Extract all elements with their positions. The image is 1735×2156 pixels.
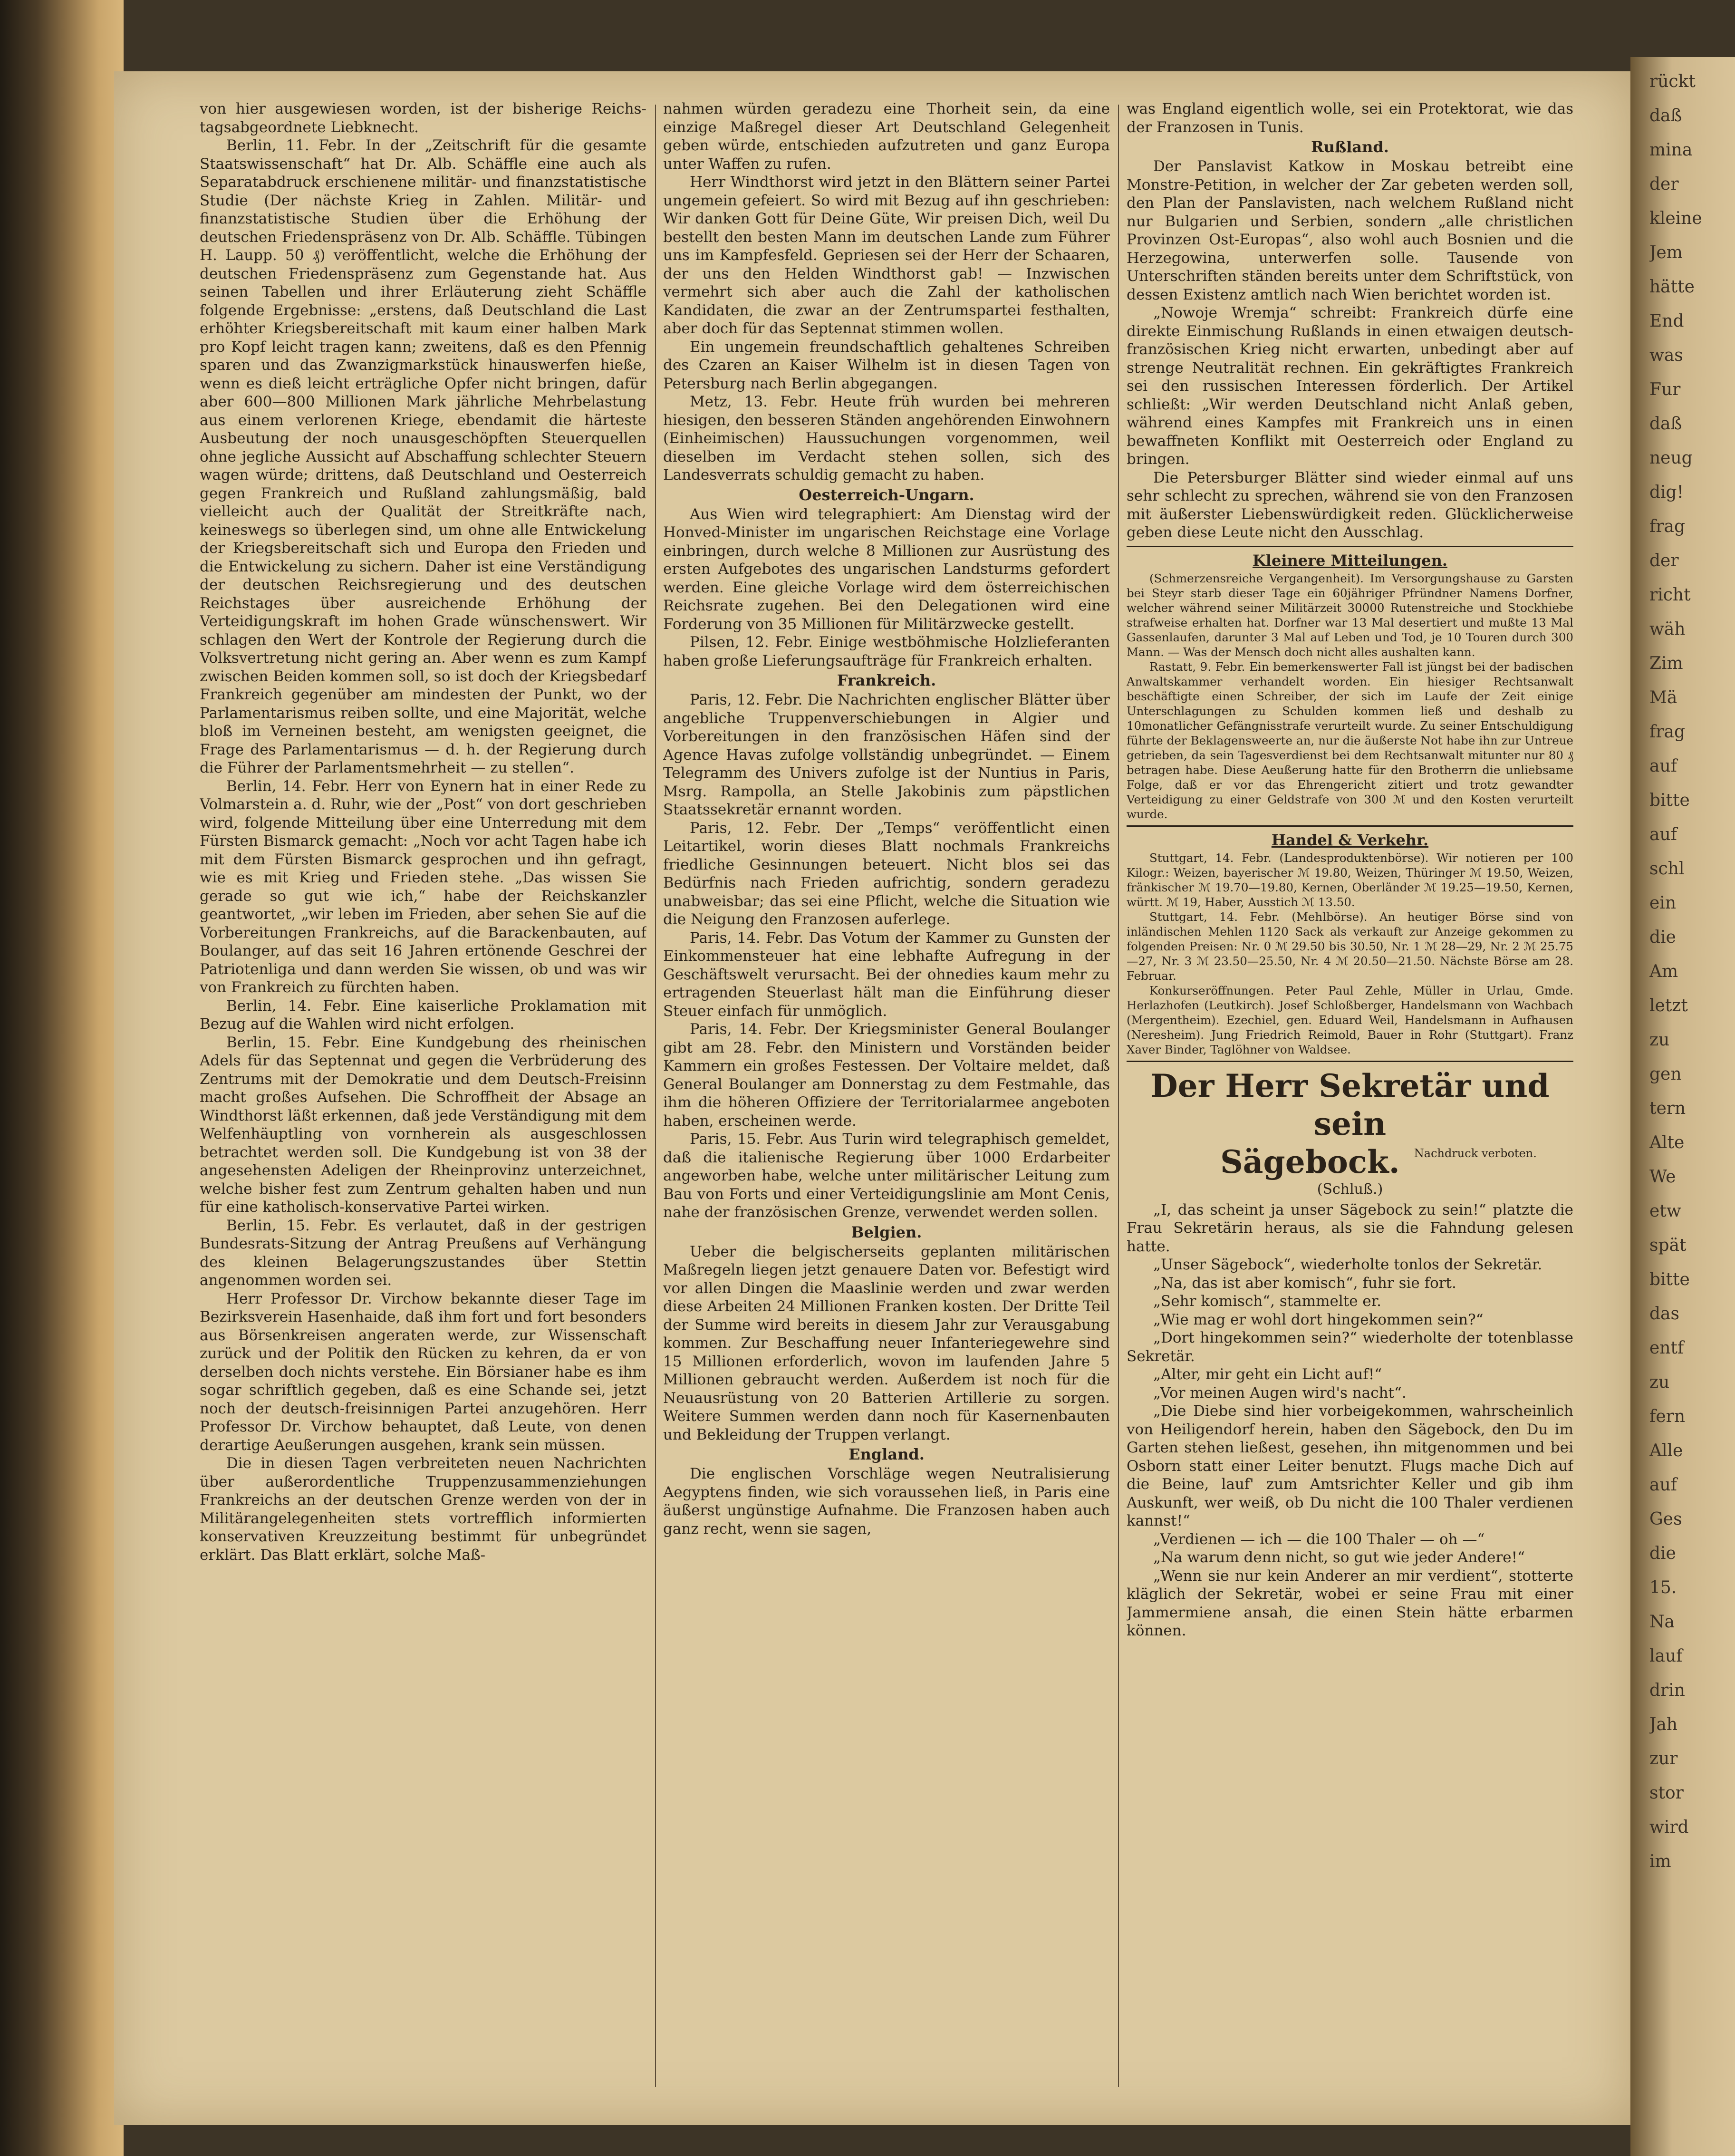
facing-page-word: fern — [1649, 1407, 1686, 1426]
facing-page-word: der — [1649, 174, 1679, 194]
article-paragraph: „Nowoje Wremja“ schreibt: Frankreich dürfe eine direkte Einmischung Rußlands in einen etwaigen deutsch-französischen Krieg nicht erwarten, unbedingt aber auf strenge Neutralität rechnen. Ein gekräftigtes Frankreich sei den russischen Interessen förderlich. Der Artikel schließt: „Wir werden Deutschland nicht Anlaß geben, während eines Kampfes mit Frankreich uns in einen bewaffneten Konflikt mit Oesterreich oder England zu bringen. — [1127, 304, 1573, 468]
story-title-line-2: Sägebock. — [1220, 1143, 1400, 1180]
story-paragraph: „Vor meinen Augen wird's nacht“. — [1153, 1384, 1407, 1402]
facing-page-word: Fur — [1649, 380, 1681, 399]
article-paragraph: Die Petersburger Blätter sind wieder einmal auf uns sehr schlecht zu sprechen, während sie von den Franzosen mit äußerster Liebenswürdigkeit reden. Glücklicherweise geben diese Leute nicht den Ausschlag. — [1127, 469, 1573, 541]
facing-page-word: frag — [1649, 722, 1686, 742]
story-paragraph: „Verdienen — ich — die 100 Thaler — oh —“ — [1153, 1530, 1485, 1548]
facing-page-word: rückt — [1649, 72, 1696, 91]
section-divider — [1127, 825, 1573, 827]
book-binding — [0, 0, 124, 2156]
facing-page-word: letzt — [1649, 996, 1688, 1015]
article-paragraph: Berlin, 11. Febr. In der „Zeitschrift für die gesamte Staatswissenschaft“ hat Dr. Alb. Schäffle eine auch als Separatabdruck erschienene militär- und finanzstatistische Studie (Der nächste Krieg in Zahlen. Militär- und finanzstatistische Studien über die Erhöhung der deutschen Friedenspräsenz von Dr. Alb. Schäffle. Tübingen H. Laupp. 50 ₰) veröffentlicht, welche die Erhöhung der deutschen Friedenspräsenz zum Gegenstande hat. Aus seinen Tabellen und ihrer Erläuterung zieht Schäffle folgende Ergebnisse: „erstens, daß Deutschland die Last erhöhter Kriegsbereitschaft mit kaum einer halben Mark pro Kopf leicht tragen kann; zweitens, daß es den Pfennig sparen und das Zwanzigmarkstück hinauswerfen hieße, wenn es dieß leicht erträgliche Opfer nicht bringen, dafür aber 600—800 Millionen Mark jährliche Mehrbelastung aus einem verlorenen Kriege, ebendamit die härteste Ausbeutung der noch unausgeschöpften Steuerquellen ohne jegliche Aussicht auf Abschaffung schlechter Steuern wagen würde; drittens, daß Deutschland und Oesterreich gegen Frankreich und Rußland zahlungsmäßig, bald vielleicht auch der Qualität der Streitkräfte nach, keineswegs so überlegen sind, um ohne alle Entwickelung der Kriegsbereitschaft sich und Europa den Frieden und die Entwickelung zu sichern. Daher ist eine Verständigung der deutschen Reichsregierung und des deutschen Reichstages über ausreichende Erhöhung der Verteidigungskraft im hohen Grade wünschenswert. Wir schlagen den Wert der Kontrole der Regierung durch die Volksvertretung nicht gering an. Aber wenn es zum Kampf zwischen Beiden kommen soll, so ist doch der Kriegsbedarf Frankreich gegenüber am mindesten der Punkt, wo der Parlamentarismus reiben sollte, und eine Majorität, welche bloß im Verneinen besteht, am wenigsten geeignet, die Frage des Parlamentarismus — d. h. der Regierung durch die Führer der Parlamentsmehrheit — zu stellen“. — [200, 137, 646, 776]
story-paragraph: „Na, das ist aber komisch“, fuhr sie fort. — [1153, 1274, 1456, 1292]
article-paragraph: Paris, 14. Febr. Das Votum der Kammer zu Gunsten der Einkommensteuer hat eine lebhafte Aufregung in der Geschäftswelt verursacht. Bei der ohnedies kaum mehr zu ertragenden Steuerlast hält man die Einführung dieser Steuer einfach für unmöglich. — [663, 929, 1110, 1020]
facing-page-word: wäh — [1649, 619, 1686, 639]
news-item: (Schmerzensreiche Vergangenheit). Im Versorgungshause zu Garsten bei Steyr starb dieser Tage ein 60jähriger Pfründner Namens Dorfner, welcher während seiner Militärzeit 30000 Rutenstreiche und Stockhiebe strafweise erhalten hat. Dorfner war 13 Mal desertiert und mußte 13 Mal Gassenlaufen, darunter 3 Mal auf Leben und Tod, je 10 Touren durch 300 Mann. — Was der Mensch doch nicht alles aushalten kann. — [1127, 571, 1573, 659]
facing-page-word: daß — [1649, 414, 1682, 434]
facing-page-word: entf — [1649, 1338, 1684, 1358]
article-paragraph: von hier ausgewiesen worden, ist der bisherige Reichs-tagsabgeordnete Liebknecht. — [200, 100, 646, 136]
facing-page-word: zur — [1649, 1749, 1678, 1769]
facing-page-word: das — [1649, 1304, 1679, 1324]
facing-page-word: bitte — [1649, 791, 1690, 810]
facing-page-word: die — [1649, 928, 1676, 947]
section-heading: Oesterreich-Ungarn. — [799, 485, 974, 504]
facing-page-word: Ges — [1649, 1509, 1682, 1529]
facing-page-word: Jem — [1649, 243, 1683, 262]
story-subtitle: (Schluß.) — [1317, 1180, 1383, 1198]
facing-page-word: ein — [1649, 893, 1677, 913]
facing-page-word: Zim — [1649, 654, 1683, 673]
column-1 — [200, 100, 646, 2087]
article-paragraph: Aus Wien wird telegraphiert: Am Dienstag wird der Honved-Minister im ungarischen Reichstage eine Vorlage einbringen, durch welche 8 Millionen zur Ausrüstung des ersten Aufgebotes des ungarischen Landsturms gefordert werden. Eine gleiche Vorlage wird dem österreichischen Reichsrate zugehen. Bei den Delegationen wird eine Forderung von 35 Millionen für Militärzwecke gestellt. — [663, 505, 1110, 633]
facing-page-word: drin — [1649, 1681, 1685, 1700]
article-paragraph: Paris, 12. Febr. Der „Temps“ veröffentlicht einen Leitartikel, worin dieses Blatt nochmals Frankreichs friedliche Gesinnungen beteuert. Nicht blos sei das Bedürfnis nach Frieden aufrichtig, sondern geradezu unabweisbar; das sei eine Pflicht, welche die Situation wie die Neigung den Franzosen auferlege. — [663, 819, 1110, 928]
market-report: Stuttgart, 14. Febr. (Mehlbörse). An heutiger Börse sind von inländischen Mehlen 1120 Sack als verkauft zur Anzeige gekommen zu folgenden Preisen: Nr. 0 ℳ 29.50 bis 30.50, Nr. 1 ℳ 28—29, Nr. 2 ℳ 25.75—27, Nr. 3 ℳ 23.50—25.50, Nr. 4 ℳ 20.50—21.50. Nächste Börse am 28. Februar. — [1127, 909, 1573, 983]
facing-page-word: Am — [1649, 962, 1678, 981]
facing-page-word: Alte — [1649, 1133, 1685, 1152]
facing-page-word: Na — [1649, 1612, 1675, 1632]
story-paragraph: „Wenn sie nur kein Anderer an mir verdient“, stotterte kläglich der Sekretär, wobei er seine Frau mit einer Jammermiene ansah, die einen Stein hätte erbarmen können. — [1127, 1567, 1573, 1639]
facing-page-word: der — [1649, 551, 1679, 570]
market-report: Stuttgart, 14. Febr. (Landesproduktenbörse). Wir notieren per 100 Kilogr.: Weizen, bayerischer ℳ 19.80, Weizen, Thüringer ℳ 19.50, Weizen, fränkischer ℳ 19.70—19.80, Kernen, Oberländer ℳ 19.25—19.50, Kernen, württ. ℳ 19, Haber, Ausstich ℳ 13.50. — [1127, 851, 1573, 909]
facing-page-word: mina — [1649, 140, 1693, 160]
column-3 — [1127, 100, 1573, 2087]
facing-page-word: 15. — [1649, 1578, 1677, 1597]
facing-page-word: neug — [1649, 448, 1693, 468]
article-paragraph: Paris, 15. Febr. Aus Turin wird telegraphisch gemeldet, daß die italienische Regierung über 1000 Erdarbeiter angeworben habe, welche unter militärischer Leitung zum Bau von Forts und einer Verteidigungslinie am Mont Cenis, nahe der französischen Grenze, verwendet werden sollen. — [663, 1131, 1110, 1221]
article-paragraph: Berlin, 15. Febr. Es verlautet, daß in der gestrigen Bundesrats-Sitzung der Antrag Preußens auf Verhängung des kleinen Belagerungszustandes über Stettin angenommen worden sei. — [200, 1217, 646, 1289]
reprint-notice: Nachdruck verboten. — [1414, 1146, 1537, 1160]
section-heading: Kleinere Mitteilungen. — [1253, 551, 1447, 570]
facing-page-word: zu — [1649, 1030, 1670, 1050]
story-paragraph: „Alter, mir geht ein Licht auf!“ — [1153, 1366, 1382, 1383]
facing-page-word: Jah — [1649, 1715, 1678, 1734]
facing-page-word: tern — [1649, 1099, 1686, 1118]
article-paragraph: Herr Windthorst wird jetzt in den Blättern seiner Partei ungemein gefeiert. So wird mit Bezug auf ihn geschrieben: Wir danken Gott für Deine Güte, Wir preisen Dich, weil Du bestellt den besten Mann im deutschen Lande zum Führer uns im Kampfesfeld. Gepriesen sei der Herr der Schaaren, der uns den Helden Windthorst gab! — Inzwischen vermehrt sich aber auch die Zahl der katholischen Kandidaten, die zwar an der Zentrumspartei festhalten, aber doch für das Septennat stimmen wollen. — [663, 174, 1110, 337]
article-paragraph: Berlin, 14. Febr. Herr von Eynern hat in einer Rede zu Volmarstein a. d. Ruhr, wie der „Post“ von dort geschrieben wird, folgende Mitteilung über eine Unterredung mit dem Fürsten Bismarck gemacht: „Noch vor acht Tagen habe ich mit dem Fürsten Bismarck gesprochen und ihn gefragt, wie es mit Krieg und Frieden stehe. „Das wissen Sie gerade so gut wie ich,“ habe der Reichskanzler geantwortet, „wir leben im Frieden, aber sehen Sie auf die Vorbereitungen Frankreichs, auf die Barackenbauten, auf Boulanger, auf das seit 16 Jahren ertönende Geschrei der Patriotenliga und dann werden Sie wissen, ob und was wir von Frankreich zu fürchten haben. — [200, 777, 646, 996]
facing-page-word: zu — [1649, 1373, 1670, 1392]
facing-page-word: Alle — [1649, 1441, 1683, 1460]
article-paragraph: Berlin, 15. Febr. Eine Kundgebung des rheinischen Adels für das Septennat und gegen die Verbrüderung des Zentrums mit der Demokratie und dem Deutsch-Freisinn macht großes Aufsehen. Die Schroffheit der Absage an Windthorst läßt erkennen, daß jede Verständigung mit dem Welfenhäuptling von vornherein als ausgeschlossen betrachtet werden soll. Die Kundgebung ist von 38 der angesehensten Adeligen der Rheinprovinz unterzeichnet, welche bisher fest zum Zentrum gehalten haben und nun für eine katholisch-konservative Partei wirken. — [200, 1034, 646, 1216]
facing-page-word: im — [1649, 1852, 1671, 1871]
article-paragraph: Die in diesen Tagen verbreiteten neuen Nachrichten über außerordentliche Truppenzusammenziehungen Frankreichs an der deutschen Grenze werden von der in Militärangelegenheiten stets vortrefflich informierten konservativen Kreuzzeitung bestimmt für unbegründet erklärt. Das Blatt erklärt, solche Maß- — [200, 1455, 646, 1564]
facing-page-word: dig! — [1649, 483, 1684, 502]
facing-page-word: Mä — [1649, 688, 1677, 707]
facing-page-word: bitte — [1649, 1270, 1690, 1289]
facing-page-word: was — [1649, 346, 1683, 365]
article-paragraph: Pilsen, 12. Febr. Einige westböhmische Holzlieferanten haben große Lieferungsaufträge für Frankreich erhalten. — [663, 634, 1110, 669]
story-paragraph: „Na warum denn nicht, so gut wie jeder Andere!“ — [1153, 1549, 1525, 1566]
facing-page-word: We — [1649, 1167, 1676, 1187]
article-paragraph: Herr Professor Dr. Virchow bekannte dieser Tage im Bezirksverein Hasenhaide, daß ihm fort und fort besonders aus Börsenkreisen angeraten werde, zur Wissenschaft zurück und der Politik den Rücken zu kehren, da er von derselben doch nichts verstehe. Ein Börsianer habe es ihm sogar schriftlich gegeben, daß es eine Schande sei, jetzt noch der deutsch-freisinnigen Partei anzugehören. Herr Professor Dr. Virchow behauptet, daß Leute, von denen derartige Aeußerungen ausgehen, krank sein müssen. — [200, 1290, 646, 1454]
facing-page-word: End — [1649, 311, 1684, 331]
section-heading: England. — [848, 1445, 925, 1463]
facing-page-word: frag — [1649, 517, 1686, 536]
facing-page-word: hätte — [1649, 277, 1695, 297]
section-heading: Belgien. — [851, 1223, 922, 1241]
story-paragraph: „Unser Sägebock“, wiederholte tonlos der Sekretär. — [1153, 1256, 1542, 1273]
article-paragraph: Paris, 12. Febr. Die Nachrichten englischer Blätter über angebliche Truppenverschiebungen in Algier und Vorbereitungen in den französischen Häfen sind der Agence Havas zufolge vollständig unbegründet. — Einem Telegramm des Univers zufolge ist der Nuntius in Paris, Msrg. Rampolla, an Stelle Jakobinis zum päpstlichen Staatssekretär ernannt worden. — [663, 691, 1110, 818]
story-paragraph: „Dort hingekommen sein?“ wiederholte der totenblasse Sekretär. — [1127, 1329, 1573, 1365]
facing-page-word: auf — [1649, 756, 1677, 776]
column-2 — [663, 100, 1110, 2087]
article-paragraph: nahmen würden geradezu eine Thorheit sein, da eine einzige Maßregel dieser Art Deutschland Gelegenheit geben würde, entschieden aufzutreten und ganz Europa unter Waffen zu rufen. — [663, 100, 1110, 173]
article-paragraph: Ein ungemein freundschaftlich gehaltenes Schreiben des Czaren an Kaiser Wilhelm ist in diesen Tagen von Petersburg nach Berlin abgegangen. — [663, 338, 1110, 392]
section-heading: Frankreich. — [837, 671, 936, 689]
story-paragraph: „Die Diebe sind hier vorbeigekommen, wahrscheinlich von Heiligendorf herein, haben den Sägebock, den Du im Garten stehen ließest, gesehen, ihn mitgenommen und bei Osborn statt einer Leiter benutzt. Flugs mache Dich auf die Beine, lauf' zum Amtsrichter Keller und gib ihm Auskunft, wer weiß, ob Du nicht die 100 Thaler verdienen kannst!“ — [1127, 1402, 1573, 1529]
facing-page-word: daß — [1649, 106, 1682, 126]
bankruptcy-notice: Konkurseröffnungen. Peter Paul Zehle, Müller in Urlau, Gmde. Herlazhofen (Leutkirch). Josef Schloßberger, Handelsmann von Wachbach (Mergentheim). Ezechiel, gen. Eduard Weil, Handelsmann in Aufhausen (Neresheim). Jung Friedrich Reimold, Bauer in Rohr (Stuttgart). Franz Xaver Binder, Taglöhner von Waldsee. — [1127, 983, 1573, 1056]
column-rule-2 — [1118, 105, 1119, 2087]
article-paragraph: Berlin, 14. Febr. Eine kaiserliche Proklamation mit Bezug auf die Wahlen wird nicht erfolgen. — [200, 997, 646, 1033]
section-divider — [1127, 546, 1573, 547]
facing-page-word: auf — [1649, 825, 1677, 844]
section-heading: Rußland. — [1311, 138, 1389, 156]
facing-page-word: die — [1649, 1544, 1676, 1563]
section-divider — [1127, 1061, 1573, 1062]
section-heading: Handel & Verkehr. — [1271, 831, 1429, 849]
article-paragraph: Metz, 13. Febr. Heute früh wurden bei mehreren hiesigen, den besseren Ständen angehörenden Einwohnern (Einheimischen) Haussuchungen vorgenommen, weil dieselben im Verdacht stehen sollen, sich des Landesverrats schuldig gemacht zu haben. — [663, 393, 1110, 483]
story-paragraph: „Wie mag er wohl dort hingekommen sein?“ — [1153, 1311, 1484, 1328]
article-paragraph: Die englischen Vorschläge wegen Neutralisierung Aegyptens finden, wie sich voraussehen ließ, in Paris eine äußerst ungünstige Aufnahme. Die Franzosen haben auch ganz recht, wenn sie sagen, — [663, 1465, 1110, 1537]
facing-page-word: auf — [1649, 1475, 1677, 1495]
article-paragraph: Ueber die belgischerseits geplanten militärischen Maßregeln liegen jetzt genauere Daten vor. Befestigt wird vor allen Dingen die Maaslinie werden und zwar werden diese Arbeiten 24 Millionen Franken kosten. Der Dritte Teil der Summe wird bereits in diesem Jahr zur Verausgabung kommen. Zur Beschaffung neuer Infanteriegewehre sind 15 Millionen erforderlich, wovon im laufenden Jahre 5 Millionen gebraucht werden. Außerdem ist noch für die Neuausrüstung von 20 Batterien Artillerie zu sorgen. Weitere Summen werden dann noch für Kasernenbauten und Bekleidung der Truppen verlangt. — [663, 1243, 1110, 1443]
facing-page-fragment — [1649, 71, 1735, 2116]
facing-page-word: etw — [1649, 1201, 1681, 1221]
facing-page-word: lauf — [1649, 1646, 1683, 1666]
story-title: Der Herr Sekretär und sein — [1150, 1067, 1550, 1142]
article-paragraph: Der Panslavist Katkow in Moskau betreibt eine Monstre-Petition, in welcher der Zar gebeten werden soll, den Plan der Panslavisten, nach welchem Rußland nicht nur Bulgarien und Serbien, sondern „alle christlichen Provinzen Ost-Europas“, also wohl auch Bosnien und die Herzegowina, unterwerfen solle. Tausende von Unterschriften ständen bereits unter dem Schriftstück, von dessen Existenz amtlich nach Wien berichtet worden ist. — [1127, 158, 1573, 303]
facing-page-word: stor — [1649, 1783, 1684, 1803]
facing-page-word: richt — [1649, 585, 1691, 605]
facing-page-word: gen — [1649, 1064, 1682, 1084]
facing-page-word: spät — [1649, 1236, 1687, 1255]
facing-page-word: wird — [1649, 1818, 1689, 1837]
news-item: Rastatt, 9. Febr. Ein bemerkenswerter Fall ist jüngst bei der badischen Anwaltskammer verhandelt worden. Ein hiesiger Rechtsanwalt beschäftigte einen Schreiber, der sich im Laufe der Zeit einige Unterschlagungen zu Schulden kommen ließ und deshalb zu 10monatlicher Gefängnisstrafe verurteilt wurde. Zu seiner Entschuldigung führte der Beklagensweerte an, nur die äußerste Not habe ihn zur Untreue getrieben, da sein Tagesverdienst bei dem Rechtsanwalt mitunter nur 80 ₰ betragen habe. Diese Aeußerung hatte für den Brotherrn die unliebsame Folge, daß er vor das Ehrengericht zitiert und trotz gewandter Verteidigung zu einer Geldstrafe von 300 ℳ und den Kosten verurteilt wurde. — [1127, 659, 1573, 821]
facing-page-word: schl — [1649, 859, 1685, 879]
column-rule-1 — [655, 105, 656, 2087]
article-paragraph: was England eigentlich wolle, sei ein Protektorat, wie das der Franzosen in Tunis. — [1127, 100, 1573, 136]
story-paragraph: „I, das scheint ja unser Sägebock zu sein!“ platzte die Frau Sekretärin heraus, als sie die Fahndung gelesen hatte. — [1127, 1201, 1573, 1255]
story-paragraph: „Sehr komisch“, stammelte er. — [1153, 1293, 1382, 1310]
article-paragraph: Paris, 14. Febr. Der Kriegsminister General Boulanger gibt am 28. Febr. den Ministern und Vorständen beider Kammern ein großes Festessen. Der Voltaire meldet, daß General Boulanger am Donnerstag zu dem Festmahle, das ihm die höheren Offiziere der Territorialarmee angeboten haben, erscheinen werde. — [663, 1021, 1110, 1130]
facing-page-word: kleine — [1649, 209, 1702, 228]
